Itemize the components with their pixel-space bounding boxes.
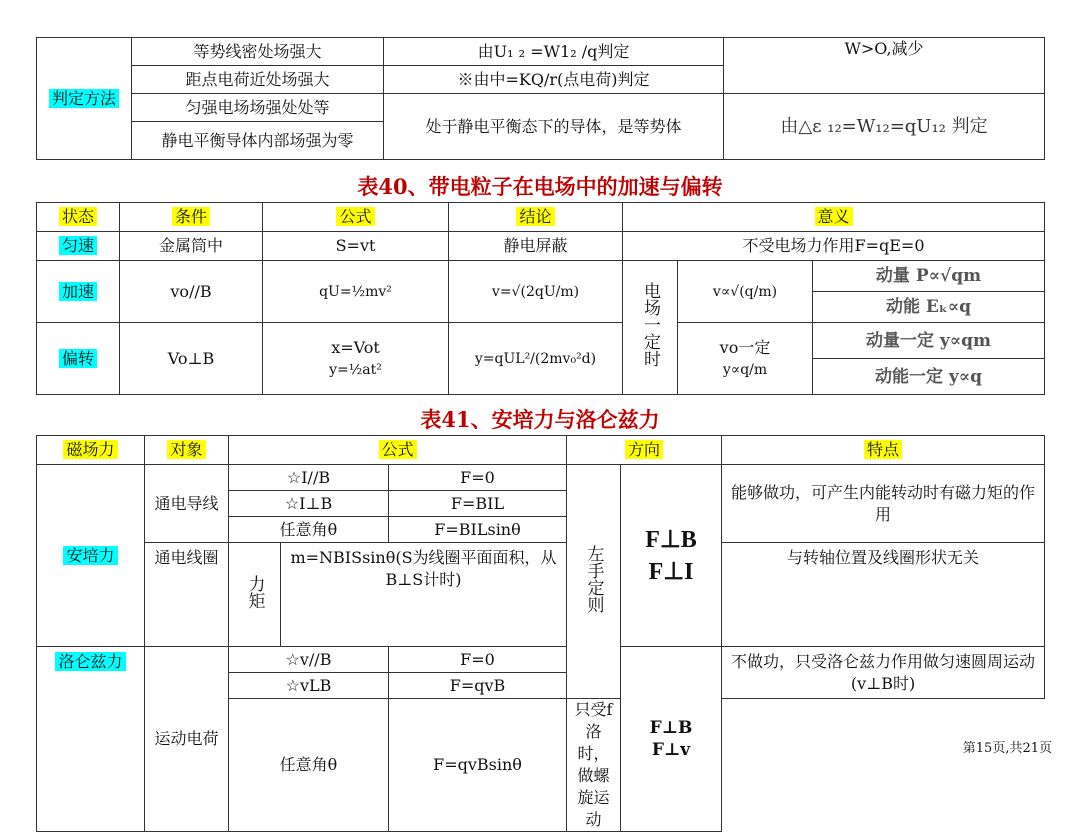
t40-deflect-formula-y: y=½at² <box>329 361 382 378</box>
t40-head-conclusion: 结论 <box>449 203 623 232</box>
t41-charge-label: 运动电荷 <box>145 647 229 832</box>
t41-feature-4: 只受f洛时，做螺旋运动 <box>567 699 621 832</box>
t41-wire-cond-1: ☆I//B <box>229 465 389 491</box>
judge-row-3: 匀强电场场强处处等 <box>132 94 384 122</box>
judge-result-2: 由△ε ₁₂=W₁₂=qU₁₂ 判定 <box>724 94 1045 160</box>
t40-uniform-state: 匀速 <box>37 232 120 261</box>
t40-meaning-energy-fixed: 动能一定 y∝q <box>813 359 1045 395</box>
t40-head-meaning: 意义 <box>623 203 1045 232</box>
t41-head-force: 磁场力 <box>37 436 145 465</box>
t41-coil-formula: m=NBISsinθ(S为线圈平面面积，从B⊥S计时) <box>281 543 567 647</box>
t41-feature-3: 不做功，只受洛仑兹力作用做匀速圆周运动(v⊥B时) <box>722 647 1045 699</box>
t41-direction-vertical: 左手定则 <box>567 465 621 699</box>
table-ampere-lorentz <box>36 435 1045 832</box>
t41-lorentz-label: 洛仑兹力 <box>37 647 145 832</box>
t41-head-feature: 特点 <box>722 436 1045 465</box>
page-footer: 第15页,共21页 <box>962 741 1052 756</box>
t41-ampere-label: 安培力 <box>37 465 145 647</box>
t41-wire-formula-2: F=BIL <box>389 491 567 517</box>
t40-accel-state: 加速 <box>37 261 120 323</box>
judge-method-3: 处于静电平衡态下的导体，是等势体 <box>384 94 724 160</box>
judge-method-2: ※由中=KQ/r(点电荷)判定 <box>384 66 724 94</box>
t41-charge-formula-1: F=0 <box>389 647 567 673</box>
judge-row-2: 距点电荷近处场强大 <box>132 66 384 94</box>
t41-charge-cond-3: 任意角θ <box>229 699 389 832</box>
t40-uniform-meaning: 不受电场力作用F=qE=0 <box>623 232 1045 261</box>
t40-deflect-cond: Vo⊥B <box>120 323 263 395</box>
t41-torque-label: 力矩 <box>229 543 281 647</box>
t40-accel-formula: qU=½mv² <box>263 261 449 323</box>
t41-dir1-a: F⊥B <box>645 526 697 553</box>
judge-method-header: 判定方法 <box>37 38 132 160</box>
judge-result-1: W>O,减少 <box>724 38 1045 94</box>
t40-uniform-conclusion: 静电屏蔽 <box>449 232 623 261</box>
t41-direction-lorentz <box>621 647 722 832</box>
t40-head-state: 状态 <box>37 203 120 232</box>
judge-row-1: 等势线密处场强大 <box>132 38 384 66</box>
t40-meaning-v: v∝√(q/m) <box>678 261 813 323</box>
t41-head-direction: 方向 <box>567 436 722 465</box>
t41-dir2-a: F⊥B <box>649 718 693 738</box>
table40-caption: 表40、带电粒子在电场中的加速与偏转 <box>357 174 723 199</box>
t41-dir1-b: F⊥I <box>648 558 694 585</box>
t40-accel-conclusion: v=√(2qU/m) <box>449 261 623 323</box>
t40-head-formula: 公式 <box>263 203 449 232</box>
t41-direction-ampere <box>621 465 722 647</box>
t41-wire-label: 通电导线 <box>145 465 229 543</box>
t40-head-cond: 条件 <box>120 203 263 232</box>
t41-charge-cond-2: ☆vLB <box>229 673 389 699</box>
t40-meaning-momentum-fixed: 动量一定 y∝qm <box>813 323 1045 359</box>
t40-deflect-state: 偏转 <box>37 323 120 395</box>
table-acceleration-deflection <box>36 202 1045 395</box>
t41-feature-1: 能够做功，可产生内能转动时有磁力矩的作用 <box>722 465 1045 543</box>
t41-charge-formula-2: F=qvB <box>389 673 567 699</box>
t40-meaning-energy: 动能 Eₖ∝q <box>813 292 1045 323</box>
t41-wire-cond-2: ☆I⊥B <box>229 491 389 517</box>
t41-head-object: 对象 <box>145 436 229 465</box>
t40-accel-cond: vo//B <box>120 261 263 323</box>
judge-row-4: 静电平衡导体内部场强为零 <box>132 122 384 160</box>
t41-wire-cond-3: 任意角θ <box>229 517 389 543</box>
t40-deflect-formula <box>263 323 449 395</box>
t41-charge-formula-3: F=qvBsinθ <box>389 699 567 832</box>
t40-uniform-cond: 金属筒中 <box>120 232 263 261</box>
t40-deflect-conclusion: y=qUL²/(2mv₀²d) <box>449 323 623 395</box>
t40-uniform-formula: S=vt <box>263 232 449 261</box>
t40-deflect-formula-x: x=Vot <box>331 337 380 357</box>
t40-vertical-label: 电场一定时 <box>623 261 678 395</box>
t40-meaning-vo: vo一定 <box>719 337 771 357</box>
t41-charge-cond-1: ☆v//B <box>229 647 389 673</box>
t41-wire-formula-3: F=BILsinθ <box>389 517 567 543</box>
judge-method-1: 由U₁ ₂ =W1₂ /q判定 <box>384 38 724 66</box>
t40-meaning-fixed <box>678 323 813 395</box>
t41-head-formula: 公式 <box>229 436 567 465</box>
t40-meaning-y: y∝q/m <box>722 361 768 378</box>
table41-caption: 表41、安培力与洛仑兹力 <box>420 407 660 432</box>
t41-feature-2: 与转轴位置及线圈形状无关 <box>722 543 1045 647</box>
table-judge-method <box>36 37 1045 160</box>
t40-meaning-momentum: 动量 P∝√qm <box>813 261 1045 292</box>
t41-dir2-b: F⊥v <box>651 740 691 760</box>
t41-wire-formula-1: F=0 <box>389 465 567 491</box>
t41-coil-label: 通电线圈 <box>145 543 229 647</box>
